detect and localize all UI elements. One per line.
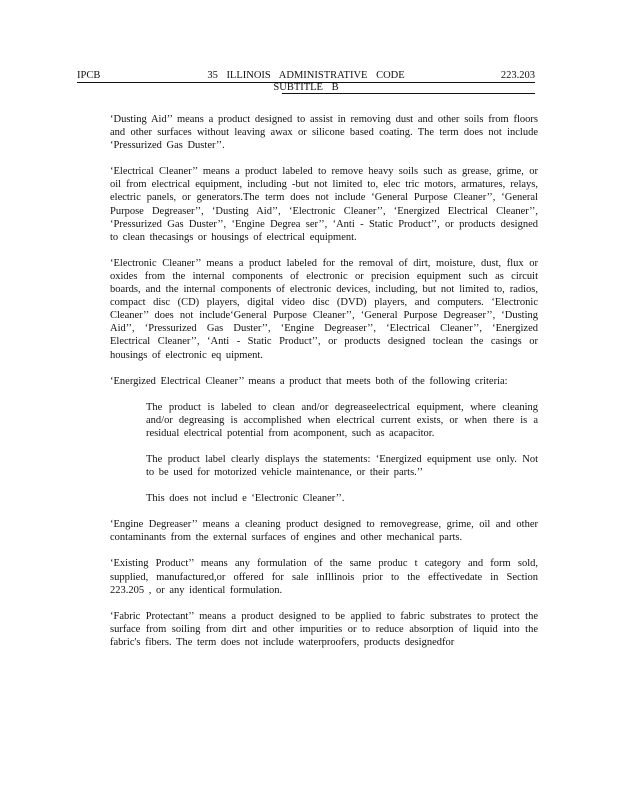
definition-fabric-protectant: ‘Fabric Protectant’’ means a product designed to be applied to fabric substrates to protect the surface from soiling from dirt and other impurities or to reduce absorption of liquid into the fabric's fibers. The term does not include waterproofers, products designedfor <box>110 610 538 648</box>
criterion-item: The product label clearly displays the statements: ‘Energized equipment use only. Not to be used for motorized vehicle maintenance, or their parts.’’ <box>146 453 538 479</box>
criterion-item: The product is labeled to clean and/or degreaseelectrical equipment, where cleaning and/or degreasing is accomplished when electrical current exists, or when there is a residual electrical potential from acomponent, such as acapacitor. <box>146 401 538 439</box>
header-row <box>77 70 535 82</box>
header-subtitle-wrap <box>77 82 535 94</box>
definition-engine-degreaser: ‘Engine Degreaser’’ means a cleaning product designed to removegrease, grime, oil and other contaminants from the external surfaces of engines and other mechanical parts. <box>110 519 538 544</box>
page-header <box>77 70 535 94</box>
header-subtitle: SUBTITLE B <box>273 82 339 93</box>
definition-existing-product: ‘Existing Product’’ means any formulation of the same produc t category and form sold, supplied, manufactured,or offered for sale inIllinois prior to the effectivedate in Section 223.205 , or any identical formulation. <box>110 558 538 596</box>
definition-electrical-cleaner: ‘Electrical Cleaner’’ means a product labeled to remove heavy soils such as grease, grime, or oil from electrical equipment, including -but not limited to, elec tric motors, armatures, relays, electric panels, or generators.The term does not include ‘General Purpose Cleaner’’, ‘General Purpose Degreaser’’, ‘Dusting Aid’’, ‘Electronic Cleaner’’, ‘Energized Electrical Cleaner’’, ‘Pressurized Gas Duster’’, ‘Engine Degrea ser’’, ‘Anti - Static Product’’, or products designed to clean thecasings or housings of electrical equipment. <box>110 166 538 243</box>
header-agency: IPCB <box>77 70 101 81</box>
definition-electronic-cleaner: ‘Electronic Cleaner’’ means a product labeled for the removal of dirt, moisture, dust, flux or oxides from the internal components of electronic or precision equipment such as circuit boards, and the internal components of electronic devices, including, but not limited to, radios, compact disc (CD) players, digital video disc (DVD) players, and computers. ‘Electronic Cleaner’’ does not include‘General Purpose Cleaner’’, ‘General Purpose Degreaser’’, ‘Dusting Aid’’, ‘Pressurized Gas Duster’’, ‘Engine Degreaser’’, ‘Electrical Cleaner’’, ‘Energized Electrical Cleaner’’, ‘Anti - Static Product’’, or products designed toclean the casings or housings of electronic eq uipment. <box>110 257 538 361</box>
criterion-item: This does not includ e ‘Electronic Cleaner’’. <box>146 493 345 505</box>
header-subtitle-rule <box>282 93 535 94</box>
header-code-title: 35 ILLINOIS ADMINISTRATIVE CODE <box>207 70 405 81</box>
definition-energized-electrical-cleaner: ‘Energized Electrical Cleaner’’ means a product that meets both of the following criteria: <box>110 375 508 387</box>
document-body <box>110 113 538 662</box>
definition-dusting-aid: ‘Dusting Aid’’ means a product designed to assist in removing dust and other soils from floors and other surfaces without leaving awax or silicone based coating. The term does not include ‘Pressurized Gas Duster’’. <box>110 114 538 152</box>
header-section-number: 223.203 <box>500 70 535 81</box>
